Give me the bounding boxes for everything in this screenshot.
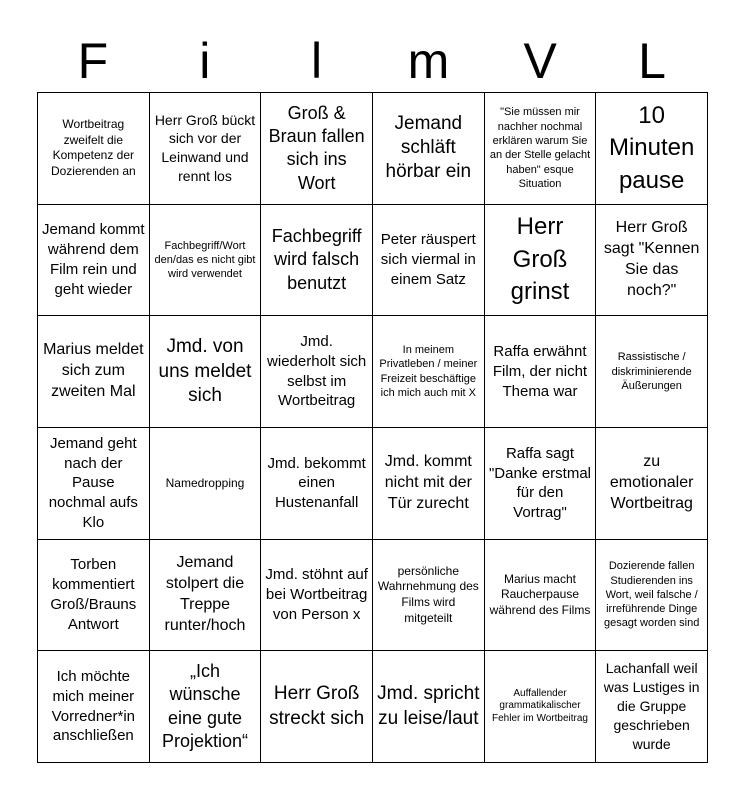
bingo-cell-text: Lachanfall weil was Lustiges in die Gruppe geschrieben wurde — [603, 660, 700, 752]
bingo-cell-text: zu emotionaler Wortbeitrag — [609, 453, 694, 512]
bingo-cell-text: Jemand geht nach der Pause nochmal aufs Klo — [48, 434, 138, 532]
bingo-cell[interactable] — [261, 428, 373, 540]
header-letter: l — [311, 33, 323, 89]
bingo-cell-text: Raffa erwähnt Film, der nicht Thema war — [492, 342, 588, 400]
bingo-cell[interactable] — [596, 316, 708, 428]
bingo-cell[interactable] — [150, 651, 262, 763]
bingo-cell-text: Fachbegriff/Wort den/das es nicht gibt wird verwendet — [154, 239, 256, 281]
bingo-cell-text: Jmd. bekommt einen Hustenanfall — [267, 454, 366, 512]
bingo-cell-text: Jmd. wiederholt sich selbst im Wortbeitrag — [267, 333, 367, 410]
bingo-cell-text: In meinem Privatleben / meiner Freizeit beschäftige ich mich auch mit X — [379, 344, 478, 399]
bingo-cell-text: Wortbeitrag zweifelt die Kompetenz der Dozierenden an — [50, 117, 136, 178]
bingo-cell[interactable] — [261, 651, 373, 763]
bingo-cell-text: Jmd. spricht zu leise/laut — [377, 683, 480, 729]
bingo-cell[interactable] — [596, 428, 708, 540]
bingo-cell[interactable] — [261, 316, 373, 428]
bingo-cell[interactable] — [373, 540, 485, 652]
bingo-cell-text: Jemand schläft hörbar ein — [385, 112, 472, 183]
header-letter: i — [199, 33, 211, 89]
bingo-header — [37, 30, 708, 92]
bingo-cell-text: „Ich wünsche eine gute Projektion“ — [161, 660, 249, 752]
bingo-cell[interactable] — [373, 93, 485, 205]
bingo-cell-text: Jemand stolpert die Treppe runter/hoch — [164, 554, 246, 634]
bingo-cell-text: Auffallender grammatikalischer Fehler im Wortbeitrag — [492, 687, 588, 724]
bingo-cell[interactable] — [261, 205, 373, 317]
header-letter: m — [407, 33, 450, 89]
bingo-cell[interactable] — [485, 205, 597, 317]
bingo-cell[interactable] — [596, 651, 708, 763]
bingo-cell[interactable] — [38, 316, 150, 428]
header-letter: V — [523, 33, 557, 89]
bingo-cell-text: Herr Groß bückt sich vor der Leinwand und rennt los — [154, 111, 256, 185]
bingo-cell[interactable] — [596, 205, 708, 317]
bingo-cell-text: Groß & Braun fallen sich ins Wort — [268, 102, 365, 193]
bingo-cell-text: Jmd. kommt nicht mit der Tür zurecht — [384, 453, 472, 512]
bingo-cell[interactable] — [373, 651, 485, 763]
bingo-cell-text: Herr Groß grinst — [510, 213, 570, 306]
bingo-cell[interactable] — [373, 205, 485, 317]
bingo-cell-text: Herr Groß streckt sich — [269, 683, 365, 729]
bingo-cell[interactable] — [485, 93, 597, 205]
bingo-cell-text: Jmd. von uns meldet sich — [158, 336, 252, 406]
bingo-cell[interactable] — [38, 651, 150, 763]
bingo-cell-text: Namedropping — [165, 475, 245, 490]
bingo-cell[interactable] — [38, 540, 150, 652]
bingo-cell[interactable] — [485, 428, 597, 540]
header-letter: F — [77, 33, 109, 89]
bingo-cell-text: Jmd. stöhnt auf bei Wortbeitrag von Person x — [265, 566, 368, 623]
bingo-cell-text: "Sie müssen mir nachher nochmal erklären warum Sie an der Stelle gelacht haben" esque Situation — [489, 106, 591, 190]
bingo-cell[interactable] — [150, 540, 262, 652]
bingo-cell[interactable] — [38, 428, 150, 540]
bingo-grid — [37, 92, 708, 763]
bingo-cell-text: Fachbegriff wird falsch benutzt — [271, 225, 362, 293]
bingo-cell[interactable] — [596, 93, 708, 205]
bingo-cell-text: Dozierende fallen Studierenden ins Wort, weil falsche / irreführende Dinge gesagt worden sind — [603, 560, 700, 630]
bingo-cell[interactable] — [261, 93, 373, 205]
bingo-cell-text: Jemand kommt während dem Film rein und geht wieder — [42, 221, 145, 298]
bingo-cell[interactable] — [485, 316, 597, 428]
bingo-cell[interactable] — [373, 428, 485, 540]
bingo-cell-text: Peter räuspert sich viermal in einem Satz — [380, 231, 476, 288]
bingo-cell-text: persönliche Wahrnehmung des Films wird mitgeteilt — [377, 563, 479, 625]
bingo-cell-text: Raffa sagt "Danke erstmal für den Vortrag" — [488, 444, 591, 522]
bingo-cell[interactable] — [150, 316, 262, 428]
bingo-cell[interactable] — [38, 205, 150, 317]
bingo-cell-text: Marius macht Raucherpause während des Films — [489, 571, 591, 617]
bingo-cell[interactable] — [150, 428, 262, 540]
bingo-cell-text: Marius meldet sich zum zweiten Mal — [43, 341, 144, 401]
bingo-cell[interactable] — [150, 205, 262, 317]
bingo-cell[interactable] — [38, 93, 150, 205]
bingo-cell[interactable] — [150, 93, 262, 205]
bingo-cell[interactable] — [485, 540, 597, 652]
bingo-cell-text: Torben kommentiert Groß/Brauns Antwort — [50, 556, 137, 633]
bingo-cell[interactable] — [261, 540, 373, 652]
bingo-cell[interactable] — [485, 651, 597, 763]
bingo-cell[interactable] — [373, 316, 485, 428]
header-letter: L — [638, 33, 666, 89]
bingo-cell[interactable] — [596, 540, 708, 652]
bingo-cell-text: Herr Groß sagt "Kennen Sie das noch?" — [603, 219, 700, 299]
bingo-cell-text: 10 Minuten pause — [608, 101, 695, 194]
bingo-cell-text: Ich möchte mich meiner Vorredner*in anschließen — [51, 668, 136, 745]
bingo-cell-text: Rassistische / diskriminierende Äußerungen — [611, 351, 692, 392]
